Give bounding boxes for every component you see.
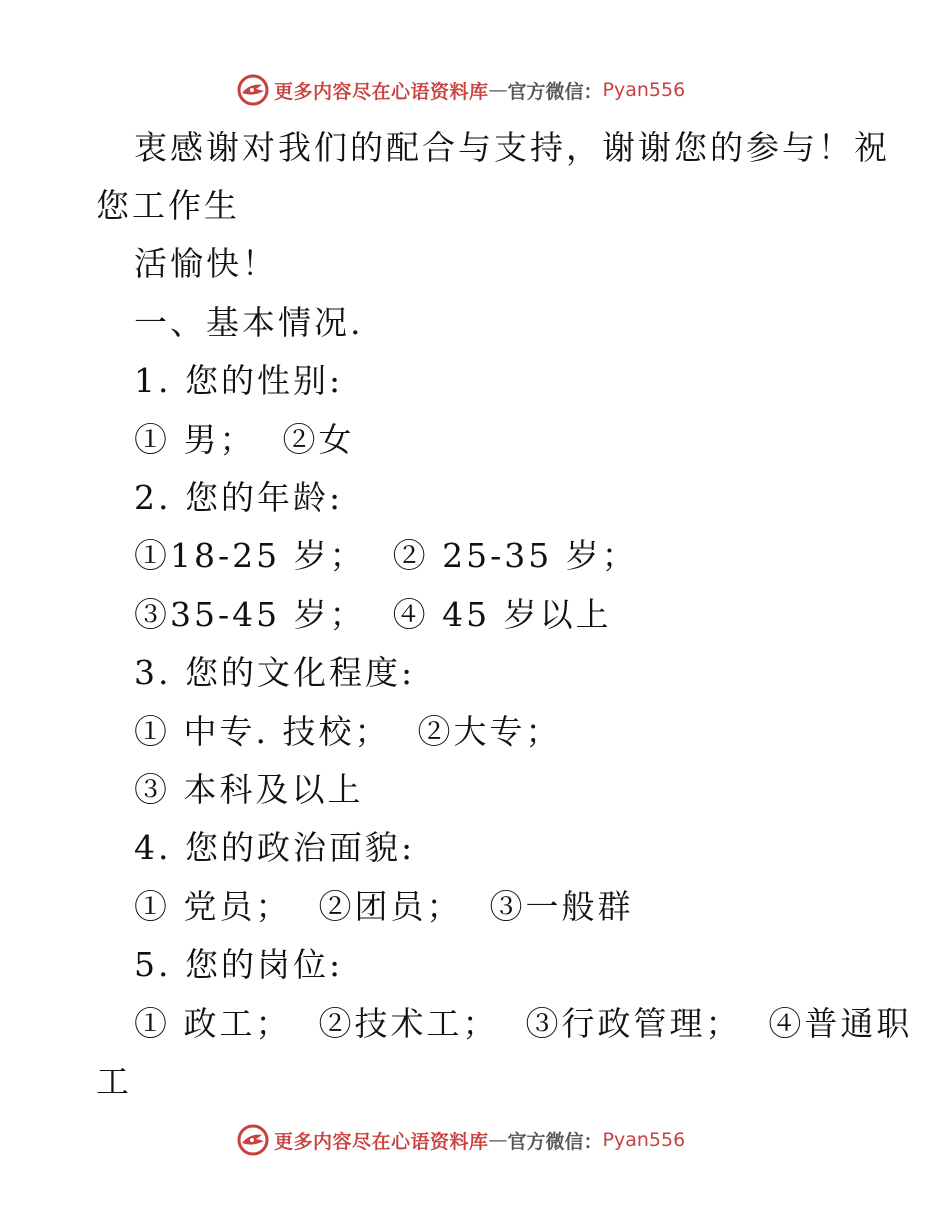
pen-nib-logo-icon <box>236 1123 270 1157</box>
watermark-dash: — <box>488 79 508 101</box>
footer-watermark <box>236 1122 685 1158</box>
options-political: ① 党员； ②团员； ③一般群 <box>134 887 634 926</box>
question-gender: 1. 您的性别: <box>134 361 344 400</box>
watermark-wechat-id: Pyan556 <box>602 1129 686 1151</box>
options-education-2: ③ 本科及以上 <box>134 770 364 809</box>
section-heading: 一、基本情况. <box>134 303 364 342</box>
options-age-2: ③35-45 岁； ④ 45 岁以上 <box>134 595 612 634</box>
question-education: 3. 您的文化程度: <box>134 653 416 692</box>
options-age-1: ①18-25 岁； ② 25-35 岁； <box>134 536 638 575</box>
watermark-wechat-id: Pyan556 <box>602 79 686 101</box>
options-position: ① 政工； ②技术工； ③行政管理； ④普通职 <box>134 1004 913 1043</box>
question-political: 4. 您的政治面貌: <box>134 828 416 867</box>
options-education-1: ① 中专. 技校； ②大专； <box>134 712 562 751</box>
watermark-wechat-label: 官方微信： <box>507 1130 603 1153</box>
header-watermark <box>236 72 685 108</box>
text-line: 您工作生 <box>96 186 240 225</box>
watermark-site-text: 更多内容尽在心语资料库 <box>274 80 489 103</box>
text-line: 活愉快！ <box>134 244 278 283</box>
text-line: 衷感谢对我们的配合与支持，谢谢您的参与！祝 <box>134 128 890 167</box>
watermark-wechat-label: 官方微信： <box>507 80 603 103</box>
watermark-dash: — <box>488 1129 508 1151</box>
pen-nib-logo-icon <box>236 73 270 107</box>
question-age: 2. 您的年龄: <box>134 478 344 517</box>
watermark-site-text: 更多内容尽在心语资料库 <box>274 1130 489 1153</box>
options-gender: ① 男； ②女 <box>134 420 355 459</box>
question-position: 5. 您的岗位: <box>134 945 344 984</box>
text-line: 工 <box>96 1062 132 1101</box>
